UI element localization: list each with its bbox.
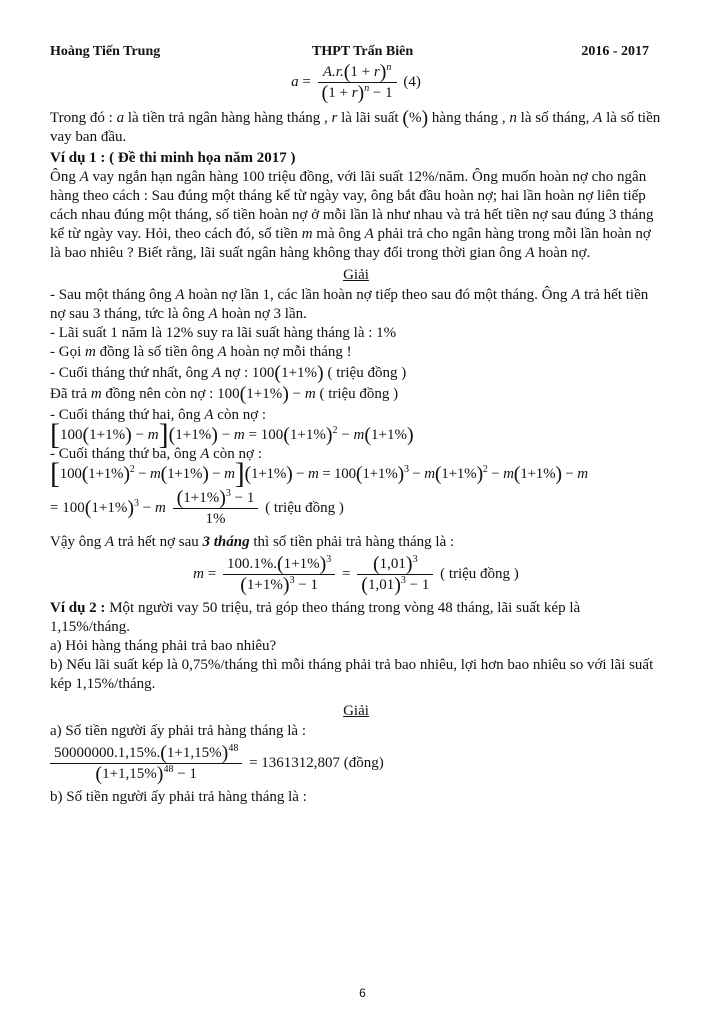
definitions-text: Trong đó : a là tiền trả ngân hàng hàng tháng , r là lãi suất (%) hàng tháng , n là số tháng, A là số tiền vay ban đầu.: [50, 107, 661, 145]
ex1-line-6: - Cuối tháng thứ hai, ông A còn nợ :: [50, 407, 267, 423]
example2-title: Ví dụ 2 :: [50, 600, 106, 616]
ex1-eq-month3: $[100(1+1\%)^2 - m(1+1\%) - m](1+1\%) - m = 100(1+1\%)^3 - m(1+1\%)^2 - m(1+1\%) - m$: [50, 457, 588, 490]
example2-problem: Ví dụ 2 : Một người vay 50 triệu, trả góp theo tháng trong vòng 48 tháng, lãi suất kép là 1,15%/tháng.: [50, 600, 581, 635]
page-number: 6: [359, 986, 366, 1000]
example2-solution-heading: Giải: [343, 703, 369, 719]
formula-tag: (4): [403, 73, 421, 90]
ex1-conclusion: Vậy ông A trả hết nợ sau 3 tháng thì số tiền phải trả hàng tháng là :: [50, 534, 455, 550]
example2-eq-a: $\frac{50000000.1,15\%.(1+1,15\%)^{48}}{(1+1,15\%)^{48} - 1}$ = 1361312,807 (đồng): [50, 743, 662, 784]
ex1-line-4: - Cuối tháng thứ nhất, ông A nợ : 100(1+1%) ( triệu đồng ): [50, 362, 407, 384]
example1-solution-heading: Giải: [343, 267, 369, 283]
example2-answer-a-text: a) Số tiền người ấy phải trả hàng tháng là :: [50, 723, 306, 739]
example2-answer-b-text: b) Số tiền người ấy phải trả hàng tháng là :: [50, 789, 307, 805]
ex1-line-1: - Sau một tháng ông A hoàn nợ lần 1, các lần hoàn nợ tiếp theo sau đó một tháng. Ông A trả hết tiền nợ sau 3 tháng, tức là ông A hoàn nợ 3 lần.: [50, 287, 649, 322]
example2-eq-a-unit: (đồng): [343, 754, 384, 771]
ex1-line-7: - Cuối tháng thứ ba, ông A còn nợ :: [50, 446, 262, 462]
header-school: THPT Trấn Biên: [312, 44, 414, 59]
header-author: Hoàng Tiến Trung: [50, 44, 161, 59]
example2-question-b: b) Nếu lãi suất kép là 0,75%/tháng thì mỗi tháng phải trả bao nhiêu, lợi hơn bao nhiêu so với lãi suất kép 1,15%/tháng.: [50, 657, 654, 692]
ex1-eq-month2: $[100(1+1\%) - m](1+1\%) - m = 100(1+1\%)^2 - m(1+1\%)$: [50, 418, 414, 451]
example1-title: Ví dụ 1 : ( Đề thi minh họa năm 2017 ): [50, 150, 296, 166]
ex1-line-3: - Gọi m đồng là số tiền ông A hoàn nợ mỗi tháng !: [50, 344, 352, 360]
ex1-line-2: - Lãi suất 1 năm là 12% suy ra lãi suất hàng tháng là : 1%: [50, 325, 397, 341]
ex1-line-5: Đã trả m đồng nên còn nợ : 100(1+1%) − m ( triệu đồng ): [50, 383, 399, 405]
example1-problem: Ông A vay ngắn hạn ngân hàng 100 triệu đồng, với lãi suất 12%/năm. Ông muốn hoàn nợ cho ngân hàng theo cách : Sau đúng một tháng kể từ ngày vay, ông bắt đầu hoàn nợ; hai lần hoàn nợ liên tiếp cách nhau đúng một tháng, số tiền hoàn nợ ở mỗi lần là như nhau và trả hết tiền nợ sau đúng 3 tháng kể từ ngày vay. Hỏi, theo cách đó, số tiền m mà ông A phải trả cho ngân hàng trong mỗi lần hoàn nợ là bao nhiêu ? Biết rằng, lãi suất ngân hàng không thay đổi trong thời gian ông A hoàn nợ.: [50, 169, 654, 261]
header-year: 2016 - 2017: [581, 44, 649, 59]
example2-eq-a-result: = 1361312,807: [249, 754, 341, 771]
ex1-eq-simplified: = $100(1+1\%)^3 - m$ $\frac{(1+1\%)^3 - 1}{1\%}$ ( triệu đồng ): [50, 487, 344, 527]
formula-4: a = $\frac{A.r.(1 + r)^n}{(1 + r)^n - 1}$ (4): [291, 61, 421, 104]
example2-question-a: a) Hỏi hàng tháng phải trả bao nhiêu?: [50, 638, 277, 654]
page-content: [50, 60, 662, 807]
ex1-eq-answer: m = $\frac{100.1\%.(1+1\%)^3}{(1+1\%)^3 - 1}$ = $\frac{(1,01)^3}{(1,01)^3 - 1}$ ( triệu đồng ): [193, 553, 519, 596]
